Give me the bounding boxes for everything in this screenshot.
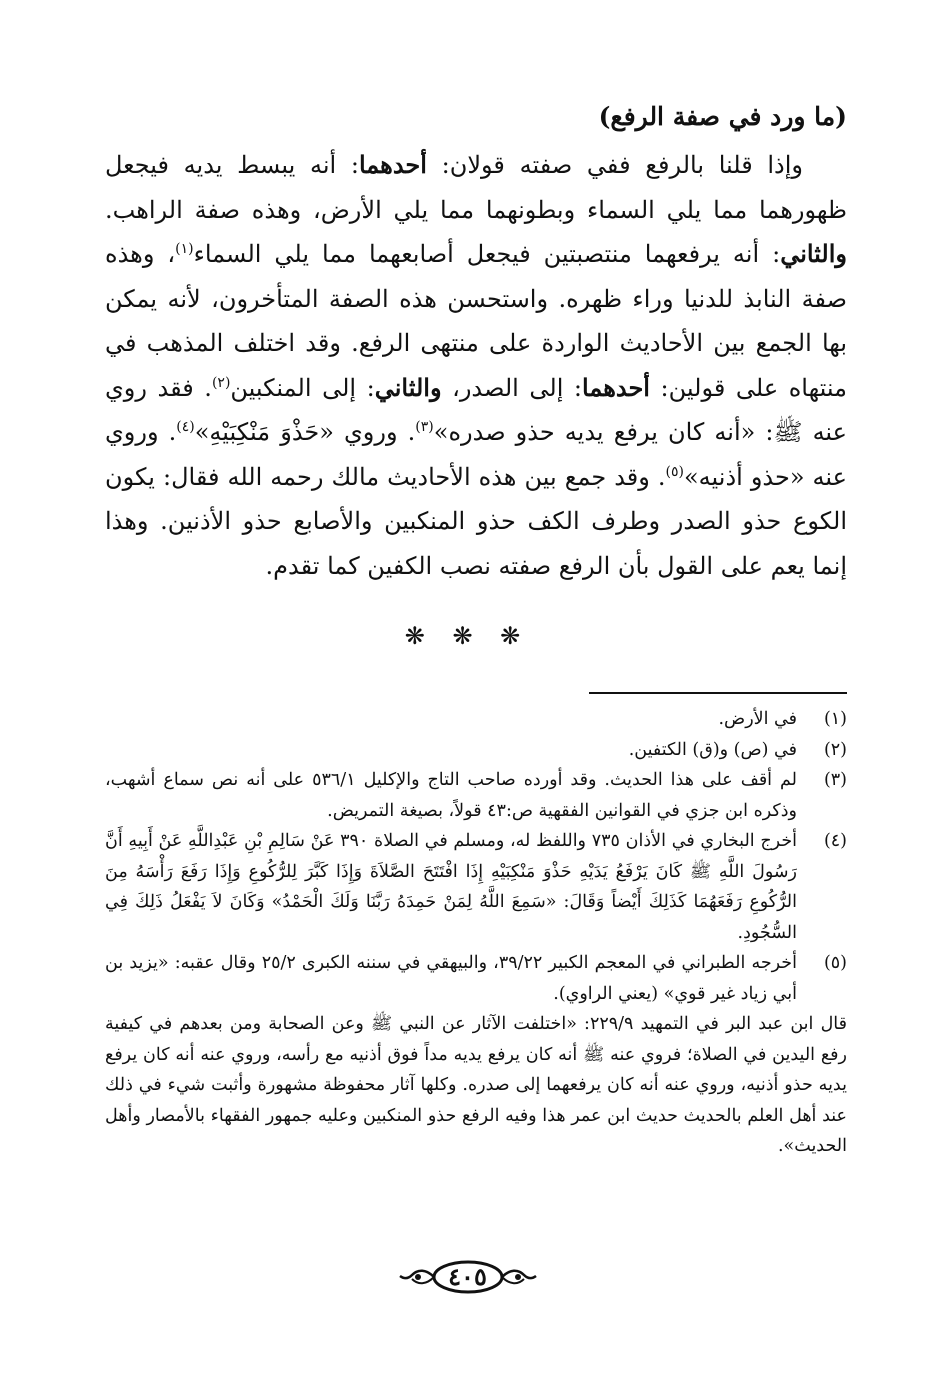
text-segment: . فقد روي عنه ﷺ: «أنه كان يرفع يديه حذو صدره» [105, 373, 847, 446]
footnote-text: أخرج البخاري في الأذان ٧٣٥ واللفظ له، ومسلم في الصلاة ٣٩٠ عَنْ سَالِمِ بْنِ عَبْدِاللَّهِ عَنْ أَبِيهِ أَنَّ رَسُولَ اللَّهِ ﷺ كَانَ يَرْفَعُ يَدَيْهِ حَذْوَ مَنْكِبَيْهِ إِذَا افْتَتَحَ الصَّلاَةَ وَإِذَا كَبَّرَ لِلرُّكُوعِ وَإِذَا رَفَعَ رَأْسَهُ مِنَ الرُّكُوعِ رَفَعَهُمَا كَذَلِكَ أَيْضاً وَقَالَ: «سَمِعَ اللَّهُ لِمَنْ حَمِدَهُ رَبَّنَا وَلَكَ الْحَمْدُ» وَكَانَ لاَ يَفْعَلُ ذَلِكَ فِي السُّجُودِ. [105, 831, 798, 943]
footnote-number: (١) [823, 709, 847, 729]
bold-term: أحدهما [582, 372, 650, 402]
page-number: ٤٠٥ [448, 1262, 487, 1291]
page-number-ornament [398, 1257, 538, 1297]
bold-term: والثاني [374, 372, 442, 402]
footnote-ref-2[interactable]: (٢) [211, 374, 231, 391]
footnote-text: في (ص) و(ق) الكتفين. [628, 739, 797, 760]
text-segment: : إلى الصدر، [441, 373, 583, 402]
footnote-text: لم أقف على هذا الحديث. وقد أورده صاحب التاج والإكليل ٥٣٦/١ على أنه نص سماع أشهب، وذكره ابن جزي في القوانين الفقهية ص:٤٣ قولاً، بصيغة التمريض. [105, 770, 797, 821]
footnote-continuation: قال ابن عبد البر في التمهيد ٢٢٩/٩: «اختلفت الآثار عن النبي ﷺ وعن الصحابة ومن بعدهم في كيفية رفع اليدين في الصلاة؛ فروي عنه ﷺ أنه كان يرفع يديه مداً فوق أذنيه مع رأسه، وروي عنه أنه كان يرفع يديه حذو أذنيه، وروي عنه أنه كان يرفعهما إلى صدره. وكلها آثار محفوظة مشهورة وأثبت شيء في ذلك عند أهل العلم بالحديث حديث ابن عمر هذا وفيه الرفع حذو المنكبين وعليه جمهور الفقهاء بالأمصار وأهل الحديث». [105, 1014, 847, 1156]
footnote-ref-1[interactable]: (١) [175, 241, 194, 257]
footnotes-section [105, 704, 847, 1162]
bold-term: أحدهما [358, 150, 427, 179]
footnote-number: (٣) [823, 770, 847, 790]
footnote-item [105, 948, 847, 1009]
text-segment: وإذا قلنا بالرفع ففي صفته قولان: [426, 151, 803, 179]
footnote-number: (٤) [823, 831, 847, 851]
footnote-item [105, 765, 847, 826]
footnote-ref-3[interactable]: (٣) [415, 419, 434, 435]
footnote-text: أخرجه الطبراني في المعجم الكبير ٣٩/٢٢، والبيهقي في سننه الكبرى ٢٥/٢ وقال عقبه: «يزيد بن أبي زياد غير قوي» (يعني الراوي). [105, 953, 797, 1004]
footnote-number: (٥) [823, 953, 847, 973]
text-segment: . وروي «حَذْوَ مَنْكِبَيْهِ» [194, 418, 416, 446]
footnote-divider [589, 692, 847, 694]
text-segment: : أنه يرفعهما منتصبتين فيجعل أصابعهما مما يلي السماء [193, 240, 781, 268]
footnote-text: في الأرض. [718, 709, 797, 729]
footnote-item [105, 826, 847, 948]
section-heading: (ما ورد في صفة الرفع) [598, 102, 847, 131]
text-segment: : أنه يبسط يديه فيجعل ظهورهما مما يلي السماء وبطونهما مما يلي الأرض، وهذه صفة الراهب. [105, 151, 847, 224]
bold-term: والثاني [780, 239, 847, 268]
text-segment: : إلى المنكبين [230, 373, 375, 402]
section-separator: ❋ ❋ ❋ [404, 622, 531, 650]
footnote-ref-4[interactable]: (٤) [176, 419, 195, 435]
text-segment: . وقد جمع بين هذه الأحاديث مالك رحمه الله فقال: يكون الكوع حذو الصدر وطرف الكف حذو المنكبين والأصابع حذو الأذنين. وهذا إنما يعم على القول بأن الرفع صفته نصب الكفين كما تقدم. [105, 462, 847, 580]
footnote-ref-5[interactable]: (٥) [665, 463, 684, 480]
body-paragraph [105, 143, 847, 588]
text-segment: . وروي عنه «حذو أذنيه» [105, 418, 847, 491]
text-segment: ، وهذه صفة النابذ للدنيا وراء ظهره. واستحسن هذه الصفة المتأخرون، لأنه يمكن بها الجمع بين الأحاديث الواردة على منتهى الرفع. وقد اختلف المذهب في منتهاه على قولين: [105, 240, 848, 402]
footnote-item [105, 735, 847, 766]
footnote-number: (٢) [823, 739, 847, 760]
main-text [105, 95, 847, 588]
footnote-item [105, 704, 847, 735]
